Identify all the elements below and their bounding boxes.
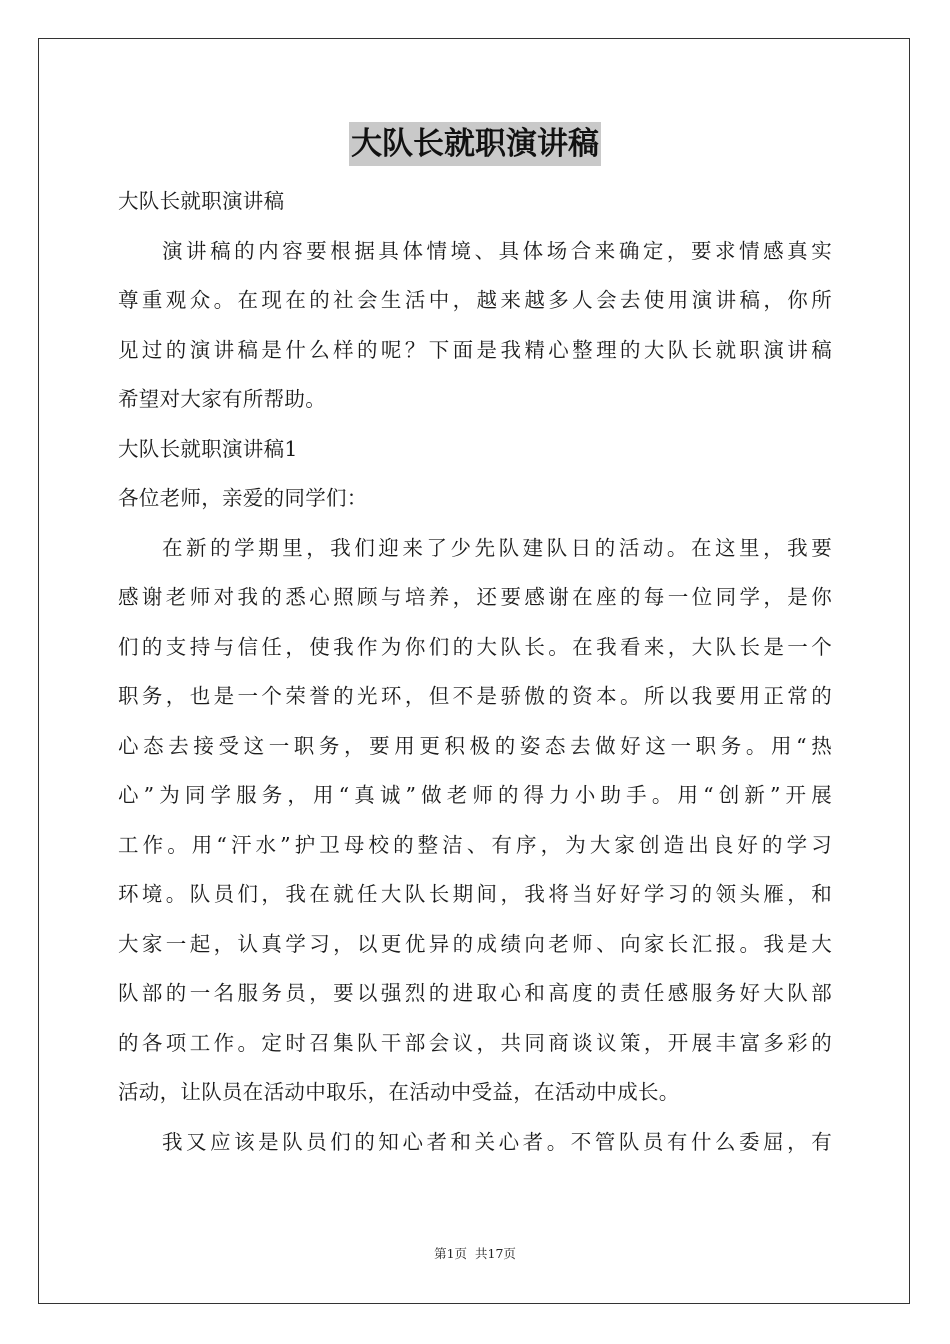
paragraph-line: 职务，也是一个荣誉的光环，但不是骄傲的资本。所以我要用正常的 xyxy=(118,684,832,708)
section-heading: 大队长就职演讲稿1 xyxy=(118,436,298,461)
document-title: 大队长就职演讲稿 xyxy=(349,122,601,166)
intro-line: 希望对大家有所帮助。 xyxy=(118,387,326,411)
paragraph-line: 感谢老师对我的悉心照顾与培养，还要感谢在座的每一位同学，是你 xyxy=(118,585,832,609)
paragraph-line: 活动，让队员在活动中取乐，在活动中受益，在活动中成长。 xyxy=(118,1080,680,1104)
paragraph-line: 心态去接受这一职务，要用更积极的姿态去做好这一职务。用“热 xyxy=(118,733,832,758)
paragraph-line: 们的支持与信任，使我作为你们的大队长。在我看来，大队长是一个 xyxy=(118,634,832,659)
intro-line: 演讲稿的内容要根据具体情境、具体场合来确定，要求情感真实 xyxy=(162,238,832,263)
paragraph-line: 在新的学期里，我们迎来了少先队建队日的活动。在这里，我要 xyxy=(162,535,832,560)
greeting: 各位老师，亲爱的同学们： xyxy=(118,486,368,510)
paragraph-line: 的各项工作。定时召集队干部会议，共同商谈议策，开展丰富多彩的 xyxy=(118,1030,832,1055)
intro-line: 尊重观众。在现在的社会生活中，越来越多人会去使用演讲稿，你所 xyxy=(118,288,832,312)
paragraph-line: 队部的一名服务员，要以强烈的进取心和高度的责任感服务好大队部 xyxy=(118,981,832,1005)
paragraph-line: 环境。队员们，我在就任大队长期间，我将当好好学习的领头雁，和 xyxy=(118,882,832,906)
paragraph-line: 心”为同学服务，用“真诚”做老师的得力小助手。用“创新”开展 xyxy=(118,783,832,807)
page-number: 第1页 xyxy=(434,1246,468,1261)
intro-line: 见过的演讲稿是什么样的呢？下面是我精心整理的大队长就职演讲稿 xyxy=(118,337,832,362)
paragraph-line: 我又应该是队员们的知心者和关心者。不管队员有什么委屈，有 xyxy=(162,1129,832,1154)
paragraph-line: 大家一起，认真学习，以更优异的成绩向老师、向家长汇报。我是大 xyxy=(118,931,832,956)
paragraph-line: 工作。用“汗水”护卫母校的整洁、有序，为大家创造出良好的学习 xyxy=(118,832,832,857)
page-total: 共17页 xyxy=(475,1246,516,1261)
title-area xyxy=(0,122,950,166)
page-footer xyxy=(0,1244,950,1262)
subtitle: 大队长就职演讲稿 xyxy=(118,189,285,213)
document-body xyxy=(118,177,832,1167)
